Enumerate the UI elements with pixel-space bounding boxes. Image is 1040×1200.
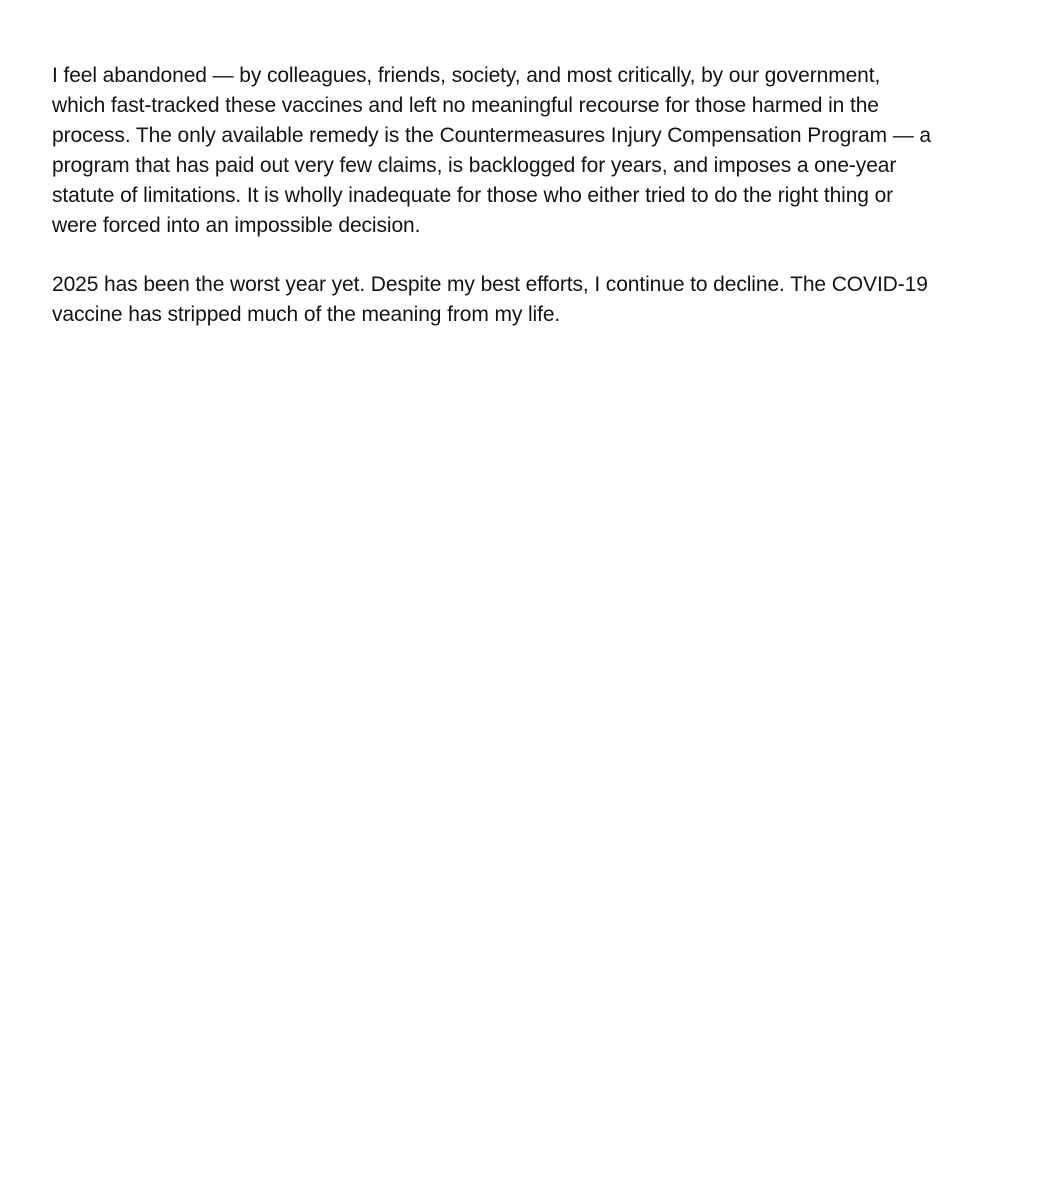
paragraph-2025 [52, 270, 1012, 330]
paragraph-abandoned [52, 61, 1012, 241]
paragraph-line: 2025 has been the worst year yet. Despite my best efforts, I continue to decline. The COVID-19 [52, 273, 928, 296]
paragraph-line: I feel abandoned — by colleagues, friends, society, and most critically, by our government, [52, 64, 881, 87]
paragraph-line: program that has paid out very few claims, is backlogged for years, and imposes a one-year [52, 154, 897, 177]
paragraph-line: vaccine has stripped much of the meaning from my life. [52, 303, 561, 326]
paragraph-line: which fast-tracked these vaccines and left no meaningful recourse for those harmed in the [52, 94, 879, 117]
paragraph-line: were forced into an impossible decision. [52, 214, 421, 237]
document-body [52, 61, 1012, 359]
paragraph-line: process. The only available remedy is the Countermeasures Injury Compensation Program — a [52, 124, 931, 147]
paragraph-line: statute of limitations. It is wholly inadequate for those who either tried to do the right thing or [52, 184, 894, 207]
